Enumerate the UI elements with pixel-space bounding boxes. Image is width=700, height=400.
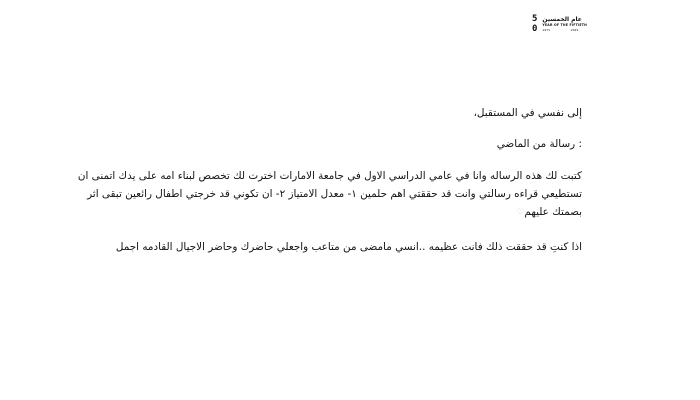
logo-english-title: YEAR OF THE FIFTIETH [542,23,587,27]
letter-paragraph-line-3-wrapper [514,205,582,220]
letter-greeting: إلى نفسي في المستقبل، [473,107,582,119]
logo-number [532,14,537,34]
letter-paragraph-line-1: كتبت لك هذه الرساله وانا في عامي الدراسي الاول في جامعة الامارات اخترت لك تخصص لبناء امه على يدك اتمنى ان [77,170,582,182]
logo-year-left: 1971 [542,28,551,32]
logo-year-right: 2021 [570,28,579,32]
letter-subtitle: : رسالة من الماضي [496,138,582,150]
logo-years [542,28,578,33]
letter-paragraph-line-3: بصمتك عليهم [524,206,582,218]
year-of-fiftieth-logo [532,14,587,44]
heart-icon: ♡ [516,208,525,218]
logo-text-block [542,14,587,33]
logo-number-top: 5 [532,14,538,24]
logo-arabic-title: عام الخمسين [542,16,582,23]
logo-number-bottom: 0 [532,24,538,34]
letter-closing: اذا كنتِ قد حققت ذلك فانت عظيمه ..انسي مامضى من متاعب واجعلي حاضرك وحاضر الاجيال القادمه اجمل [115,241,582,253]
letter-paragraph-line-2: تستطيعي قراءه رسالتي وانت قد حققتي اهم حلمين ١- معدل الامتياز ٢- ان تكوني قد خرجتي اطفال رائعين تبقى اثر [87,188,582,200]
